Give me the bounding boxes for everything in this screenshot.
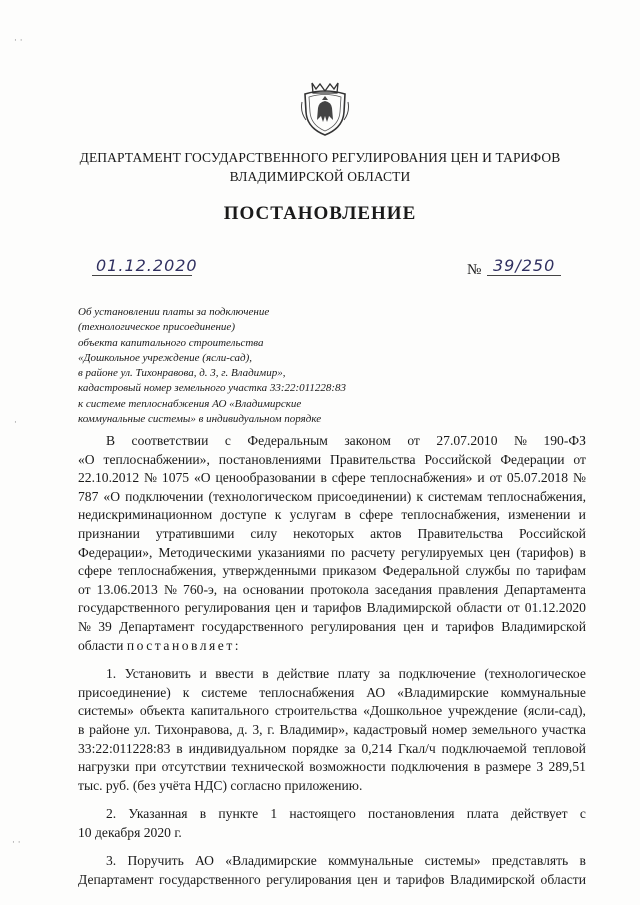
preamble-last-prefix: области [78,637,124,653]
document-body [78,432,586,890]
text-line: 3. Поручить АО «Владимирские коммунальные системы» представлять в [106,853,586,869]
item-3-paragraph [78,852,586,889]
document-title: ПОСТАНОВЛЕНИЕ [223,203,417,224]
item-1-paragraph [78,665,586,795]
subject-line: кадастровый номер земельного участка 33:22:011228:83 [78,382,347,395]
text-line: 2. Указанная в пункте 1 настоящего постановления плата действует с [106,806,586,822]
text-line: В соответствии с Федеральным законом от 27.07.2010 № 190-ФЗ [106,433,586,448]
coat-of-arms-emblem-icon [300,78,350,138]
text-line: тыс. руб. (без учёта НДС) согласно приложению. [78,777,363,793]
text-line: признании утратившими силу некоторых актов Правительства Российской [78,525,586,541]
text-line: «О теплоснабжении», постановлениями Правительства Российской Федерации от [78,451,586,467]
item-2-paragraph [78,805,586,842]
text-line: 787 «О подключении (технологическом присоединении) к системам теплоснабжения, [78,488,586,504]
subject-line: «Дошкольное учреждение (ясли-сад), [78,351,252,364]
text-line: в районе ул. Тихонравова, д. 3, г. Владимир», кадастровый номер земельного участка [78,721,586,737]
number-underline [487,275,561,276]
text-line: системы» объекта капитального строительства «Дошкольное учреждение (ясли-сад), [78,703,586,719]
resolution-word: постановляет: [126,637,242,653]
department-name-line2: ВЛАДИМИРСКОЙ ОБЛАСТИ [229,169,411,184]
scan-speck: · · [12,838,21,848]
scan-speck: · [14,418,17,428]
document-subject [78,305,418,427]
text-line: государственного регулирования цен и тарифов Владимирской области от 01.12.2020 [78,600,586,616]
text-line: Федерации», Методическими указаниями по расчету регулируемых цен (тарифов) в [78,544,586,560]
scan-speck: · · [14,36,23,46]
text-line: сфере теплоснабжения, утвержденными приказом Федеральной службы по тарифам [78,563,586,579]
preamble-paragraph [78,432,586,655]
text-line: 1. Установить и ввести в действие плату за подключение (технологическое [106,666,586,682]
date-underline [92,275,192,276]
subject-line: (технологическое присоединение) [78,321,235,334]
text-line: недискриминационном доступе к услугам в сфере теплоснабжения, изменении и [78,507,586,523]
document-date: 01.12.2020 [96,256,198,275]
text-line: нагрузки при отсутствии технической возможности подключения в размере 3 289,51 [78,759,586,775]
text-line: 33:22:011228:83 в индивидуальном порядке за 0,214 Гкал/ч подключаемой тепловой [78,740,586,756]
text-line: от 13.06.2013 № 760-э, на основании протокола заседания правления Департамента [78,581,586,597]
subject-line: объекта капитального строительства [78,336,264,349]
text-line: присоединение) к системе теплоснабжения АО «Владимирские коммунальные [78,684,586,700]
subject-line: Об установлении платы за подключение [78,306,270,318]
text-line: Департамент государственного регулирования цен и тарифов Владимирской области [78,872,586,888]
document-number: 39/250 [493,256,556,275]
text-line: 22.10.2012 № 1075 «О ценообразовании в сфере теплоснабжения» и от 05.07.2018 № [78,470,586,486]
subject-line: коммунальные системы» в индивидуальном порядке [78,413,322,426]
subject-line: к системе теплоснабжения АО «Владимирские [78,397,302,410]
department-name-line1: ДЕПАРТАМЕНТ ГОСУДАРСТВЕННОГО РЕГУЛИРОВАНИЯ ЦЕН И ТАРИФОВ [79,150,561,165]
text-line: № 39 Департамент государственного регулирования цен и тарифов Владимирской [78,618,586,634]
text-line [78,637,586,656]
text-line: 10 декабря 2020 г. [78,824,182,840]
subject-line: в районе ул. Тихонравова, д. 3, г. Владимир», [78,367,286,380]
number-sign: № [467,262,482,278]
